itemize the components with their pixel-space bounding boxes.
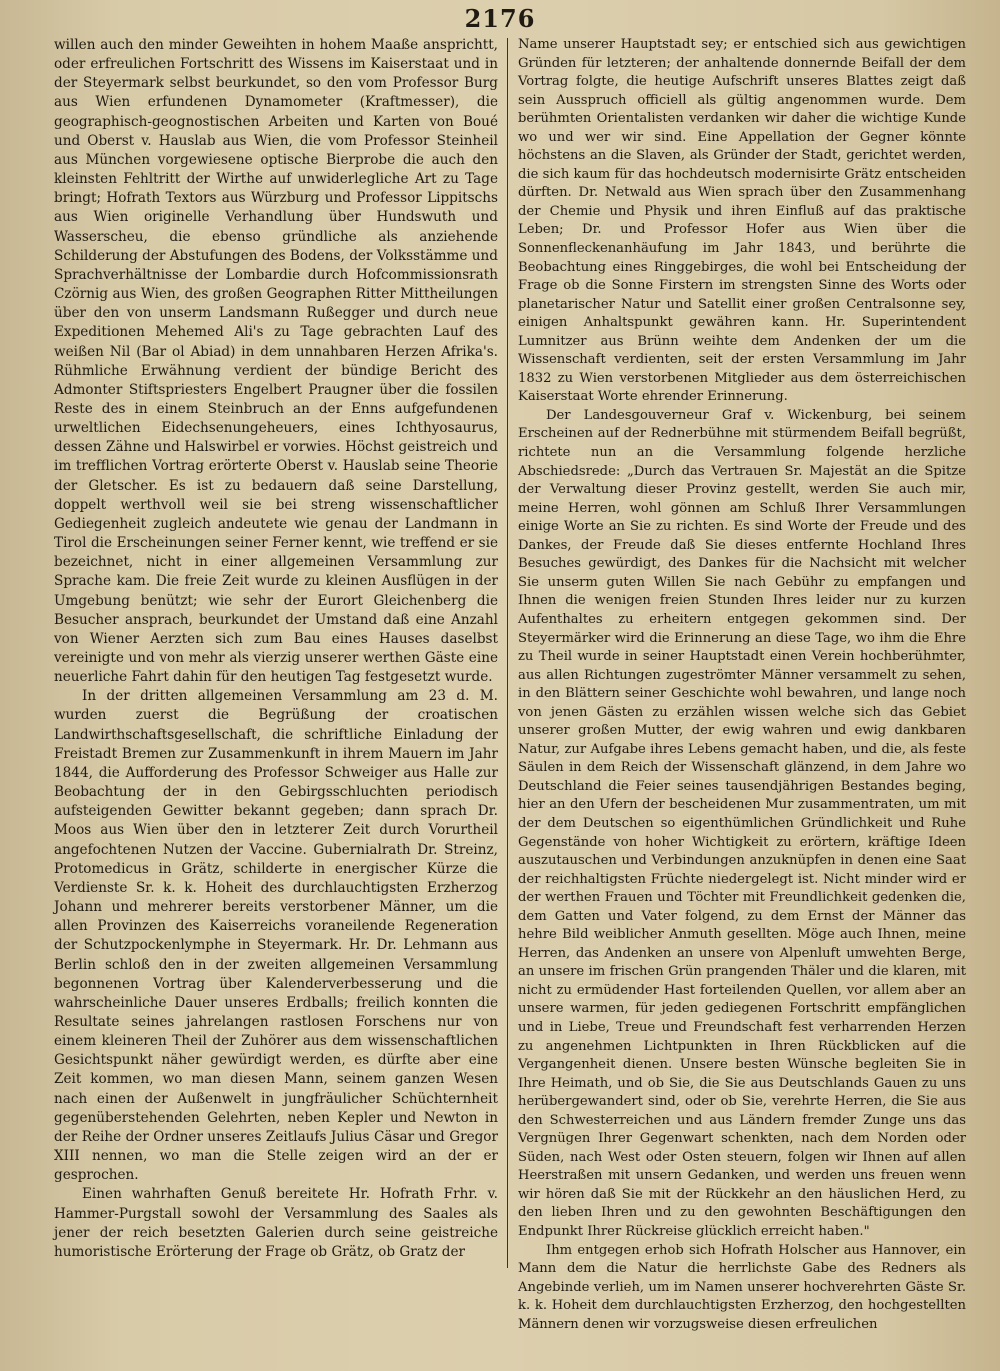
page-number: 2176 [464, 4, 536, 33]
paragraph: Name unserer Hauptstadt sey; er entschied sich aus gewichtigen Gründen für letzteren; der anhaltende donnernde Beifall der dem Vortrag folgte, die heutige Aufschrift unseres Blattes zeigt daß sein Ausspruch officiell als gültig angenommen wurde. Dem berühmten Orientalisten verdanken wir daher die wichtige Kunde wo und wer wir sind. Eine Appellation der Gegner könnte höchstens an die Slaven, als Gründer der Stadt, gerichtet werden, die sich kaum für das hochdeutsch modernisirte Grätz entscheiden dürften. Dr. Netwald aus Wien sprach über den Zusammenhang der Chemie und Physik und ihren Einfluß auf das praktische Leben; Dr. und Professor Hofer aus Wien über die Sonnenfleckenanhäufung im Jahr 1843, und berührte die Beobachtung eines Ringgebirges, die wohl bei Entscheidung der Frage ob die Sonne Firstern im strengsten Sinne des Worts oder planetarischer Natur und Satellit einer großen Centralsonne sey, einigen Anhaltspunkt gewähren kann. Hr. Superintendent Lumnitzer aus Brünn weihte dem Andenken der um die Wissenschaft verdienten, seit der ersten Versammlung im Jahr 1832 zu Wien verstorbenen Mitglieder aus dem österreichischen Kaiserstaat Worte ehrender Erinnerung. [518, 37, 966, 405]
column-divider [507, 38, 508, 1268]
paragraph: In der dritten allgemeinen Versammlung am 23 d. M. wurden zuerst die Begrüßung der croatischen Landwirthschaftsgesellschaft, die schriftliche Einladung der Freistadt Bremen zur Zusammenkunft in ihrem Mauern im Jahr 1844, die Aufforderung des Professor Schweiger aus Halle zur Beobachtung der in den Gebirgsschluchten periodisch aufsteigenden Gewitter bekannt gegeben; dann sprach Dr. Moos aus Wien über den in letzterer Zeit durch Vorurtheil angefochtenen Nutzen der Vaccine. Gubernialrath Dr. Streinz, Protomedicus in Grätz, schilderte in energischer Kürze die Verdienste Sr. k. k. Hoheit des durchlauchtigsten Erzherzog Johann und mehrerer bereits verstorbener Männer, um die allen Provinzen des Kaiserreichs voraneilende Regeneration der Schutzpockenlymphe in Steyermark. Hr. Dr. Lehmann aus Berlin schloß den in der zweiten allgemeinen Versammlung begonnenen Vortrag über Kalenderverbesserung und die wahrscheinliche Dauer unseres Erdballs; freilich konnten die Resultate seines jahrelangen rastlosen Forschens nur von einem kleineren Theil der Zuhörer aus dem wissenschaftlichen Gesichtspunkt näher gewürdigt werden, es dürfte aber eine Zeit kommen, wo man diesen Mann, seinem ganzen Wesen nach einen der Außenwelt in jungfräulicher Schüchternheit gegenüberstehenden Gelehrten, neben Kepler und Newton in der Reihe der Ordner unseres Zeitlaufs Julius Cäsar und Gregor XIII nennen, wo man die Stelle zeigen wird an der er gesprochen. [54, 688, 498, 1184]
left-column [54, 36, 498, 1262]
right-column [518, 36, 966, 1334]
paragraph: Einen wahrhaften Genuß bereitete Hr. Hofrath Frhr. v. Hammer-Purgstall sowohl der Versammlung des Saales als jener der reich besetzten Galerien durch seine geistreiche humoristische Erörterung der Frage ob Grätz, ob Gratz der [54, 1186, 498, 1260]
paragraph: willen auch den minder Geweihten in hohem Maaße ansprichtt, oder erfreulichen Fortschritt des Wissens im Kaiserstaat und in der Steyermark selbst beurkundet, so den vom Professor Burg aus Wien erfundenen Dynamometer (Kraftmesser), die geographisch-geognostischen Arbeiten und Karten von Boué und Oberst v. Hauslab aus Wien, die vom Professor Steinheil aus München vorgewiesene optische Bierprobe die auch den kleinsten Fehltritt der Wirthe auf unwiderlegliche Art zu Tage bringt; Hofrath Textors aus Würzburg und Professor Lippitschs aus Wien originelle Verhandlung über Hundswuth und Wasserscheu, die ebenso gründliche als anziehende Schilderung der Abstufungen des Bodens, der Volksstämme und Sprachverhältnisse der Lombardie durch Hofcommissionsrath Czörnig aus Wien, des großen Geographen Ritter Mittheilungen über den von unserm Landsmann Rußegger und durch neue Expeditionen Mehemed Ali's zu Tage gebrachten Lauf des weißen Nil (Bar ol Abiad) in dem unnahbaren Herzen Afrika's. Rühmliche Erwähnung verdient der bündige Bericht des Admonter Stiftspriesters Engelbert Praugner über die fossilen Reste des in einem Steinbruch an der Enns aufgefundenen urweltlichen Eidechsenungeheuers, eines Ichthyosaurus, dessen Zähne und Halswirbel er vorwies. Höchst geistreich und im trefflichen Vortrag erörterte Oberst v. Hauslab seine Theorie der Gletscher. Es ist zu bedauern daß seine Darstellung, doppelt werthvoll weil sie bei streng wissenschaftlicher Gediegenheit zugleich andeutete wie genau der Landmann in Tirol die Erscheinungen seiner Ferner kennt, wie treffend er sie bezeichnet, nicht in einer allgemeinen Versammlung zur Sprache kam. Die freie Zeit wurde zu kleinen Ausflügen in der Umgebung benützt; wie sehr der Eurort Gleichenberg die Besucher ansprach, beurkundet der Umstand daß eine Anzahl von Wiener Aerzten sich zum Bau eines Hauses daselbst vereinigte und von mehr als vierzig unserer werthen Gäste eine neuerliche Fahrt dahin für den heutigen Tag festgesetzt wurde. [54, 37, 498, 686]
paragraph: Der Landesgouverneur Graf v. Wickenburg, bei seinem Erscheinen auf der Rednerbühne mit stürmendem Beifall begrüßt, richtete nun an die Versammlung folgende herzliche Abschiedsrede: „Durch das Vertrauen Sr. Majestät an die Spitze der Verwaltung dieser Provinz gestellt, werden Sie auch mir, meine Herren, wohl gönnen am Schluß Ihrer Versammlungen einige Worte an Sie zu richten. Es sind Worte der Freude und des Dankes, der Freude daß Sie dieses entfernte Hochland Ihres Besuches gewürdigt, des Dankes für die Nachsicht mit welcher Sie unserm guten Willen Sie nach Gebühr zu empfangen und Ihnen die wenigen freien Stunden Ihres leider nur zu kurzen Aufenthaltes zu erheitern entgegen gekommen sind. Der Steyermärker wird die Erinnerung an diese Tage, wo ihm die Ehre zu Theil wurde in seiner Hauptstadt einen Verein hochberühmter, aus allen Richtungen zugeströmter Männer versammelt zu sehen, in den Blättern seiner Geschichte wohl bewahren, und lange noch von jenen Gästen zu erzählen wissen welche sich das Gebiet unserer großen Mutter, der ewig wahren und ewig dankbaren Natur, zur Aufgabe ihres Lebens gemacht haben, und die, als feste Säulen in dem Reich der Wissenschaft glänzend, in dem Jahre wo Deutschland die Feier seines tausendjährigen Bestandes beging, hier an den Ufern der bescheidenen Mur zusammentraten, um mit der dem Deutschen so eigenthümlichen Gründlichkeit und Ruhe Gegenstände von hoher Wichtigkeit zu erörtern, kräftige Ideen auszutauschen und Verbindungen anzuknüpfen in denen eine Saat der reichhaltigsten Früchte niedergelegt ist. Nicht minder wird er der werthen Frauen und Töchter mit Freundlichkeit gedenken die, dem Gatten und Vater folgend, zu dem Ernst der Männer das hehre Bild weiblicher Anmuth gesellten. Möge auch Ihnen, meine Herren, das Andenken an unsere von Alpenluft umwehten Berge, an unsere im frischen Grün prangenden Thäler und die klaren, mit nicht zu ermüdender Hast forteilenden Quellen, vor allem aber an unsere warmen, für jeden gediegenen Fortschritt empfänglichen und in Liebe, Treue und Freundschaft fest verharrenden Herzen zu angenehmen Lichtpunkten in Ihren Rückblicken auf die Vergangenheit dienen. Unsere besten Wünsche begleiten Sie in Ihre Heimath, und ob Sie, die Sie aus Deutschlands Gauen zu uns herübergewandert sind, oder ob Sie, verehrte Herren, die Sie aus den Schwesterreichen und aus Ländern fremder Zunge uns das Vergnügen Ihrer Gegenwart schenkten, nach dem Norden oder Süden, nach West oder Osten steuern, folgen wir Ihnen auf allen Heerstraßen mit unsern Gedanken, und werden uns freuen wenn wir hören daß Sie mit der Rückkehr an den häuslichen Herd, zu den lieben Ihren und zu den gewohnten Beschäftigungen den Endpunkt Ihrer Rückreise glücklich erreicht haben." [518, 407, 966, 1239]
paragraph: Ihm entgegen erhob sich Hofrath Holscher aus Hannover, ein Mann dem die Natur die herrlichste Gabe des Redners als Angebinde verlieh, um im Namen unserer hochverehrten Gäste Sr. k. k. Hoheit dem durchlauchtigsten Erzherzog, den hochgestellten Männern denen wir vorzugsweise diesen erfreulichen [518, 1242, 966, 1332]
